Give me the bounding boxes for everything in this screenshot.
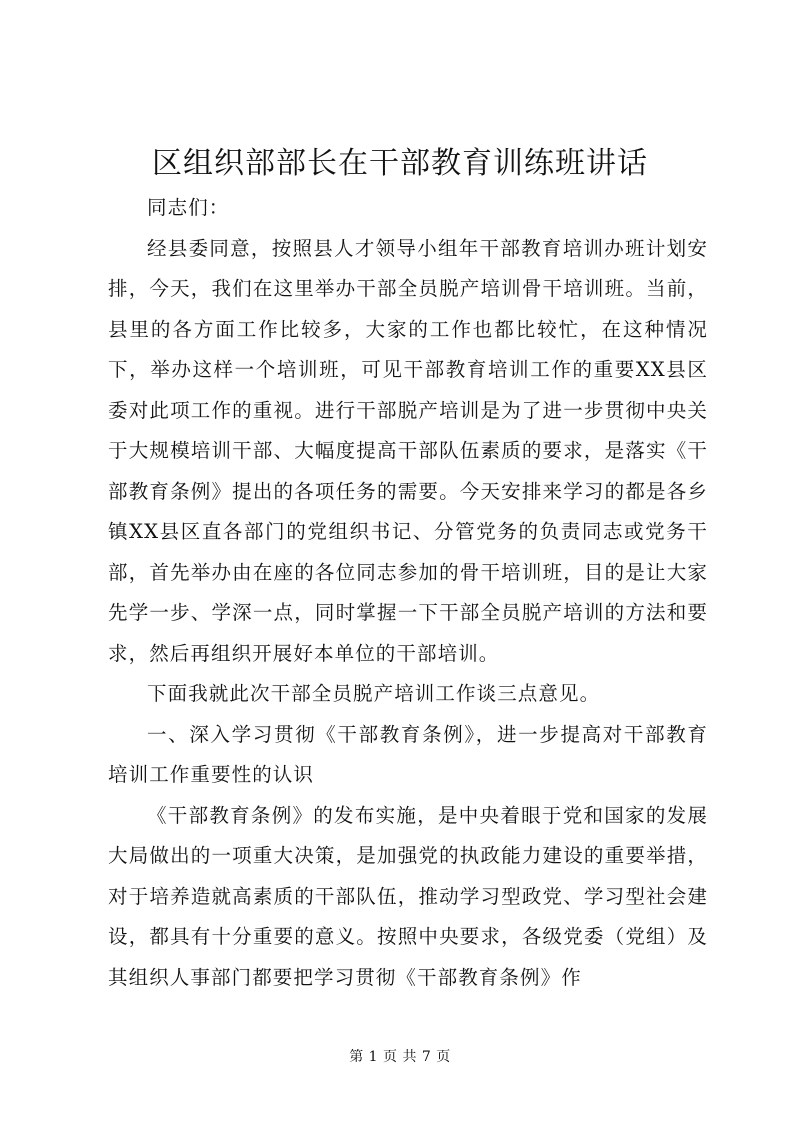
paragraph: 下面我就此次干部全员脱产培训工作谈三点意见。 bbox=[147, 682, 601, 705]
paragraph: 《干部教育条例》的发布实施，是中央着眼于党和国家的发展大局做出的一项重大决策，是加强党的执政能力建设的重要举措，对于培养造就高素质的干部队伍，推动学习型政党、学习型社会建设，都具有十分重要的意义。按照中央要求，各级党委（党组）及其组织人事部门都要把学习贯彻《干部教育条例》作 bbox=[108, 803, 708, 989]
paragraph: 经县委同意，按照县人才领导小组年干部教育培训办班计划安排，今天，我们在这里举办干部全员脱产培训骨干培训班。当前，县里的各方面工作比较多，大家的工作也都比较忙，在这种情况下，举办这样一个培训班，可见干部教育培训工作的重要XX县区委对此项工作的重视。进行干部脱产培训是为了进一步贯彻中央关于大规模培训干部、大幅度提高干部队伍素质的要求，是落实《干部教育条例》提出的各项任务的需要。今天安排来学习的都是各乡镇XX县区直各部门的党组织书记、分管党务的负责同志或党务干部，首先举办由在座的各位同志参加的骨干培训班，目的是让大家先学一步、学深一点，同时掌握一下干部全员脱产培训的方法和要求，然后再组织开展好本单位的干部培训。 bbox=[108, 236, 708, 665]
section-heading: 一、深入学习贯彻《干部教育条例》，进一步提高对干部教育培训工作重要性的认识 bbox=[108, 722, 708, 786]
document-body bbox=[108, 188, 708, 998]
page-number-footer: 第 1 页 共 7 页 bbox=[349, 1049, 451, 1065]
document-title: 区组织部部长在干部教育训练班讲话 bbox=[152, 146, 648, 181]
salutation: 同志们： bbox=[147, 196, 230, 219]
